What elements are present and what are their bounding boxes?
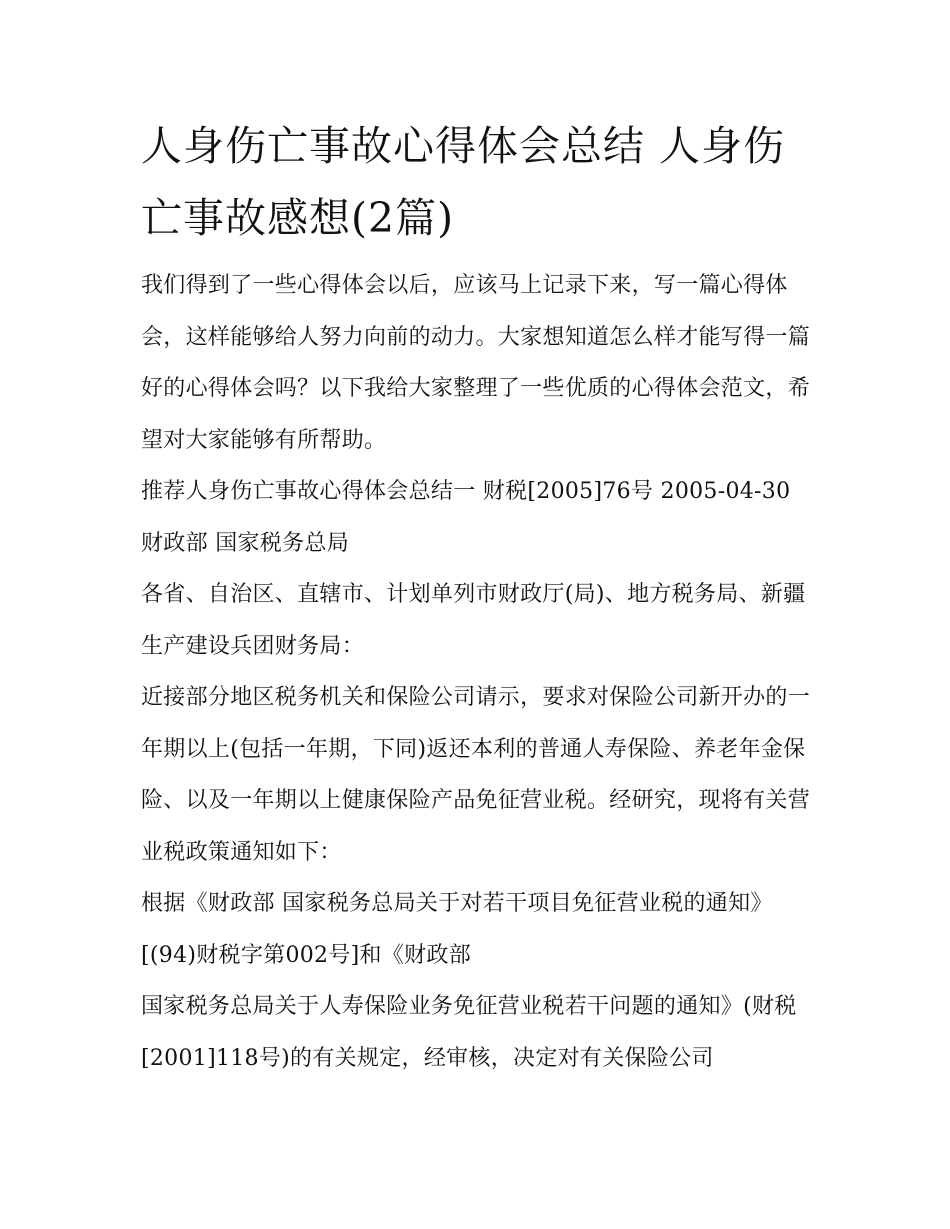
paragraph-intro: 我们得到了一些心得体会以后，应该马上记录下来，写一篇心得体会，这样能够给人努力向前的动力。大家想知道怎么样才能写得一篇好的心得体会吗？以下我给大家整理了一些优质的心得体会范文，希望对大家能够有所帮助。 [141,273,811,453]
paragraph-decision: 国家税务总局关于人寿保险业务免征营业税若干问题的通知》(财税[2001]118号)的有关规定，经审核，决定对有关保险公司 [141,994,797,1071]
paragraph-request: 近接部分地区税务机关和保险公司请示，要求对保险公司新开办的一年期以上(包括一年期，下同)返还本利的普通人寿保险、养老年金保险、以及一年期以上健康保险产品免征营业税。经研究，现将有关营业税政策通知如下： [141,685,811,865]
paragraph-recipients: 各省、自治区、直辖市、计划单列市财政厅(局)、地方税务局、新疆生产建设兵团财务局： [141,582,806,659]
document-title: 人身伤亡事故心得体会总结 人身伤亡事故感想(2篇) [141,122,786,242]
paragraph-recommendation: 推荐人身伤亡事故心得体会总结一 财税[2005]76号 2005-04-30 财政部 国家税务总局 [141,479,791,556]
document-body [141,110,813,1084]
paragraph-legal-basis: 根据《财政部 国家税务总局关于对若干项目免征营业税的通知》[(94)财税字第002号]和《财政部 [141,891,773,968]
